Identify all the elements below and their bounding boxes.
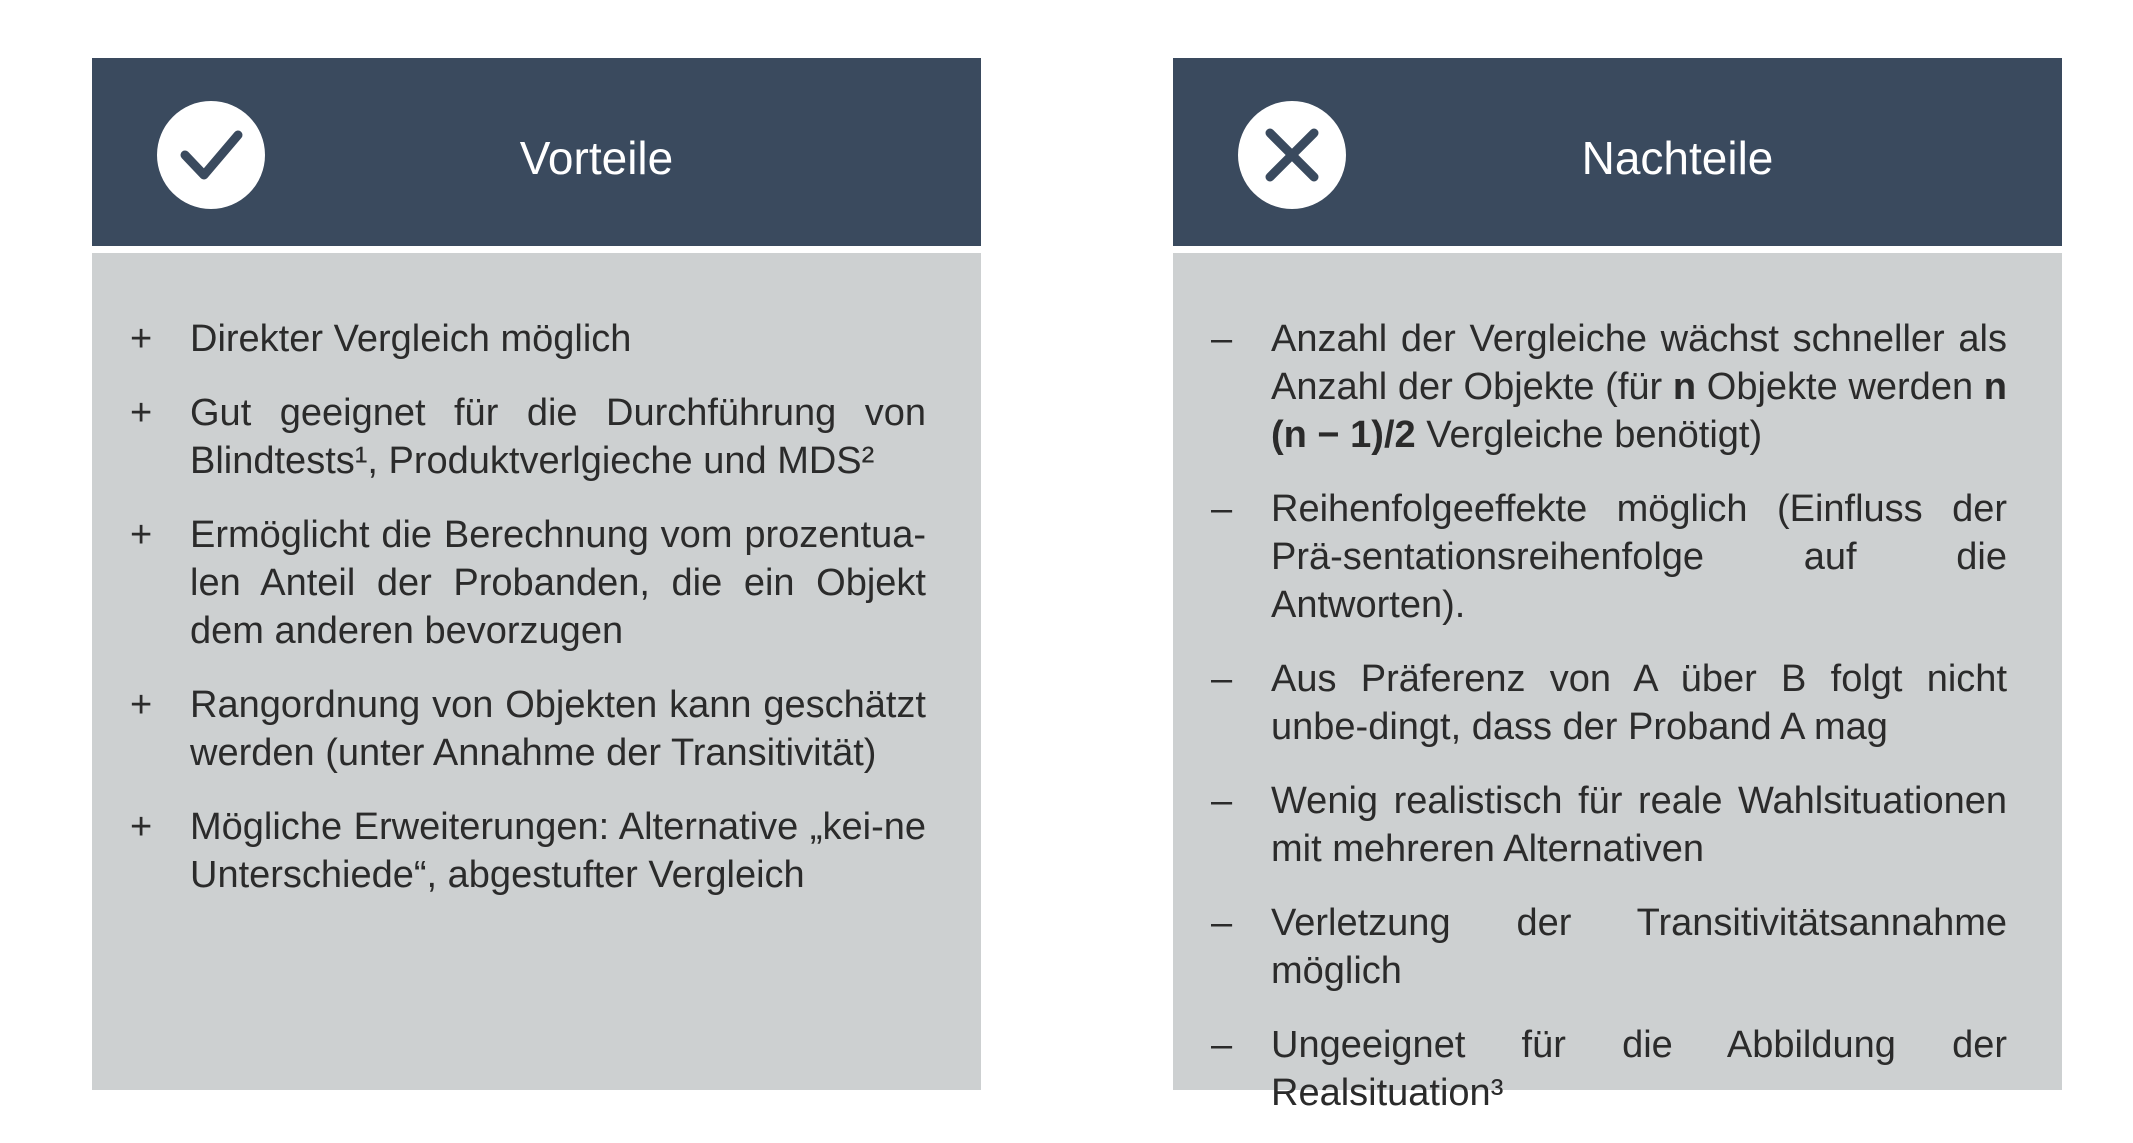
vorteile-panel (92, 58, 981, 1090)
list-item: + Ermöglicht die Berechnung vom prozentua-len Anteil der Probanden, die ein Objekt dem anderen bevorzugen (92, 511, 981, 655)
list-item: + Mögliche Erweiterungen: Alternative „kei-ne Unterschiede“, abgestufter Vergleich (92, 803, 981, 899)
vorteile-header (92, 58, 981, 246)
vorteile-title: Vorteile (519, 132, 674, 184)
minus-bullet: – (1211, 488, 1233, 530)
plus-bullet: + (130, 806, 153, 848)
list-item: + Gut geeignet für die Durchführung von Blindtests¹, Produktverlgieche und MDS² (92, 389, 981, 485)
nachteile-title: Nachteile (1581, 132, 1774, 184)
plus-bullet: + (130, 392, 153, 434)
minus-bullet: – (1211, 780, 1233, 822)
list-item: – Ungeeignet für die Abbildung der Realsituation³ (1173, 1021, 2062, 1117)
plus-bullet: + (130, 514, 153, 556)
minus-bullet: – (1211, 658, 1233, 700)
nachteile-header (1173, 58, 2062, 246)
plus-bullet: + (130, 318, 153, 360)
minus-bullet: – (1211, 318, 1233, 360)
nachteile-list (1173, 315, 2062, 1143)
nachteile-panel (1173, 58, 2062, 1114)
close-icon (1238, 101, 1346, 209)
list-item: – Verletzung der Transitivitätsannahme möglich (1173, 899, 2062, 995)
list-item: – Anzahl der Vergleiche wächst schneller als Anzahl der Objekte (für n Objekte werden n (n − 1)/2 Vergleiche benötigt) (1173, 315, 2062, 459)
list-item: – Reihenfolgeeffekte möglich (Einfluss der Prä-sentationsreihenfolge auf die Antworten). (1173, 485, 2062, 629)
check-icon (157, 101, 265, 209)
list-item: – Wenig realistisch für reale Wahlsituationen mit mehreren Alternativen (1173, 777, 2062, 873)
minus-bullet: – (1211, 1024, 1233, 1066)
minus-bullet: – (1211, 902, 1233, 944)
header-divider (92, 246, 981, 253)
vorteile-list (92, 315, 981, 925)
nachteile-body (1173, 253, 2062, 1114)
list-item: + Rangordnung von Objekten kann geschätzt werden (unter Annahme der Transitivität) (92, 681, 981, 777)
list-item: + Direkter Vergleich möglich (92, 315, 981, 363)
vorteile-body (92, 253, 981, 1090)
header-divider (1173, 246, 2062, 253)
plus-bullet: + (130, 684, 153, 726)
list-item: – Aus Präferenz von A über B folgt nicht unbe-dingt, dass der Proband A mag (1173, 655, 2062, 751)
